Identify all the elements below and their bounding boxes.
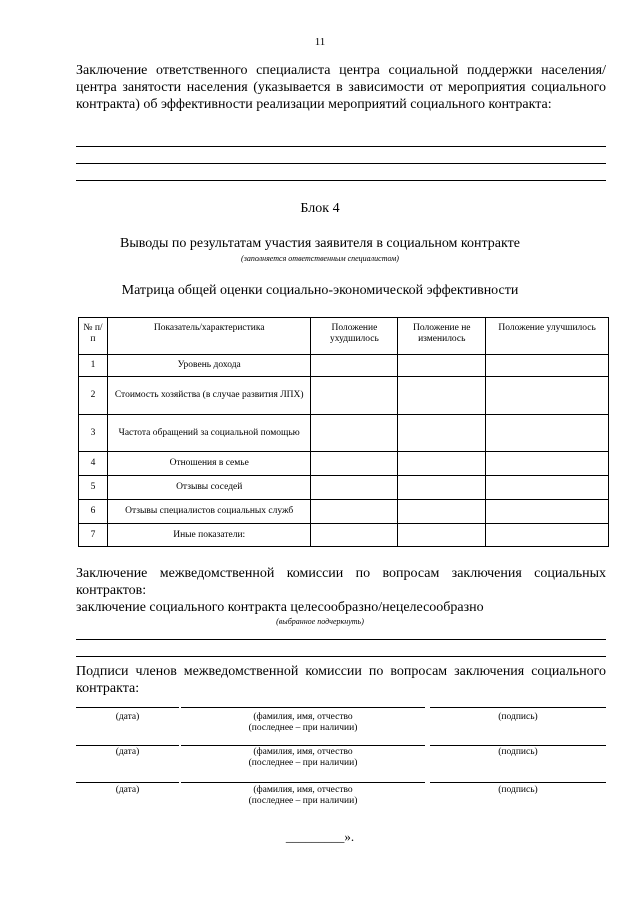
table-row [79, 452, 609, 476]
name-caption-line1: (фамилия, имя, отчество [253, 712, 353, 722]
name-line[interactable] [181, 707, 425, 708]
signature-line[interactable] [430, 782, 606, 783]
fill-line [76, 180, 606, 181]
signature-caption: (подпись) [498, 785, 538, 795]
cell-better[interactable] [486, 377, 609, 415]
table-row [79, 500, 609, 524]
row-number: 4 [79, 452, 108, 476]
cell-better[interactable] [486, 524, 609, 547]
signature-caption: (подпись) [498, 712, 538, 722]
row-indicator: Иные показатели: [107, 524, 311, 547]
row-indicator: Отзывы соседей [107, 476, 311, 500]
column-header-indicator: Показатель/характеристика [107, 318, 311, 355]
column-header-num: № п/п [79, 318, 108, 355]
section-note: (заполняется ответственным специалистом) [241, 254, 399, 263]
commission-conclusion: Заключение межведомственной комиссии по вопросам заключения социальных контрактов: [76, 566, 606, 598]
matrix-title: Матрица общей оценки социально-экономической эффективности [121, 283, 519, 298]
cell-worse[interactable] [311, 452, 398, 476]
name-line[interactable] [181, 782, 425, 783]
cell-unchanged[interactable] [398, 355, 486, 377]
cell-unchanged[interactable] [398, 500, 486, 524]
block-title: Блок 4 [300, 201, 340, 216]
fill-line [76, 146, 606, 147]
row-indicator: Отношения в семье [107, 452, 311, 476]
fill-line [76, 639, 606, 640]
name-caption-line1: (фамилия, имя, отчество [253, 785, 353, 795]
signature-line[interactable] [430, 707, 606, 708]
row-number: 7 [79, 524, 108, 547]
row-indicator: Уровень дохода [107, 355, 311, 377]
name-caption-line2: (последнее – при наличии) [248, 758, 358, 768]
fill-line [76, 656, 606, 657]
section-title: Выводы по результатам участия заявителя в социальном контракте [120, 236, 520, 251]
specialist-conclusion-paragraph: Заключение ответственного специалиста центра социальной поддержки населения/центра занятости населения (указывается в зависимости от мероприятия социального контракта) об эффективности реализации мероприятий социального контракта: [76, 63, 606, 112]
table-row [79, 415, 609, 452]
cell-unchanged[interactable] [398, 452, 486, 476]
cell-worse[interactable] [311, 355, 398, 377]
row-number: 6 [79, 500, 108, 524]
name-caption [181, 785, 425, 807]
signature-caption: (подпись) [498, 747, 538, 757]
cell-better[interactable] [486, 415, 609, 452]
name-caption-line2: (последнее – при наличии) [248, 796, 358, 806]
date-line[interactable] [76, 745, 179, 746]
cell-unchanged[interactable] [398, 377, 486, 415]
cell-unchanged[interactable] [398, 524, 486, 547]
cell-worse[interactable] [311, 377, 398, 415]
signatures-title: Подписи членов межведомственной комиссии по вопросам заключения социального контракта: [76, 664, 606, 696]
date-caption: (дата) [115, 747, 140, 757]
cell-unchanged[interactable] [398, 415, 486, 452]
fill-line [76, 163, 606, 164]
table-header-row [79, 318, 609, 355]
table-row [79, 476, 609, 500]
cell-unchanged[interactable] [398, 476, 486, 500]
cell-better[interactable] [486, 476, 609, 500]
cell-worse[interactable] [311, 476, 398, 500]
name-caption [181, 712, 425, 734]
column-header-better: Положение улучшилось [486, 318, 609, 355]
date-line[interactable] [76, 707, 179, 708]
table-row [79, 377, 609, 415]
name-line[interactable] [181, 745, 425, 746]
column-header-unchanged: Положение не изменилось [398, 318, 486, 355]
cell-worse[interactable] [311, 524, 398, 547]
table-row [79, 524, 609, 547]
date-line[interactable] [76, 782, 179, 783]
name-caption-line1: (фамилия, имя, отчество [253, 747, 353, 757]
row-number: 3 [79, 415, 108, 452]
row-number: 5 [79, 476, 108, 500]
row-number: 1 [79, 355, 108, 377]
cell-better[interactable] [486, 355, 609, 377]
closing-mark: _________». [285, 829, 355, 844]
column-header-worse: Положение ухудшилось [311, 318, 398, 355]
row-indicator: Частота обращений за социальной помощью [107, 415, 311, 452]
row-number: 2 [79, 377, 108, 415]
choice-note: (выбранное подчеркнуть) [276, 617, 364, 626]
cell-better[interactable] [486, 452, 609, 476]
cell-better[interactable] [486, 500, 609, 524]
conclusion-choice: заключение социального контракта целесообразно/нецелесообразно [76, 600, 484, 615]
table-row [79, 355, 609, 377]
cell-worse[interactable] [311, 500, 398, 524]
date-caption: (дата) [115, 712, 140, 722]
efficiency-matrix-table [78, 317, 609, 547]
date-caption: (дата) [115, 785, 140, 795]
signature-line[interactable] [430, 745, 606, 746]
cell-worse[interactable] [311, 415, 398, 452]
name-caption-line2: (последнее – при наличии) [248, 723, 358, 733]
row-indicator: Отзывы специалистов социальных служб [107, 500, 311, 524]
page-number: 11 [314, 36, 326, 48]
name-caption [181, 747, 425, 769]
row-indicator: Стоимость хозяйства (в случае развития ЛПХ) [107, 377, 311, 415]
